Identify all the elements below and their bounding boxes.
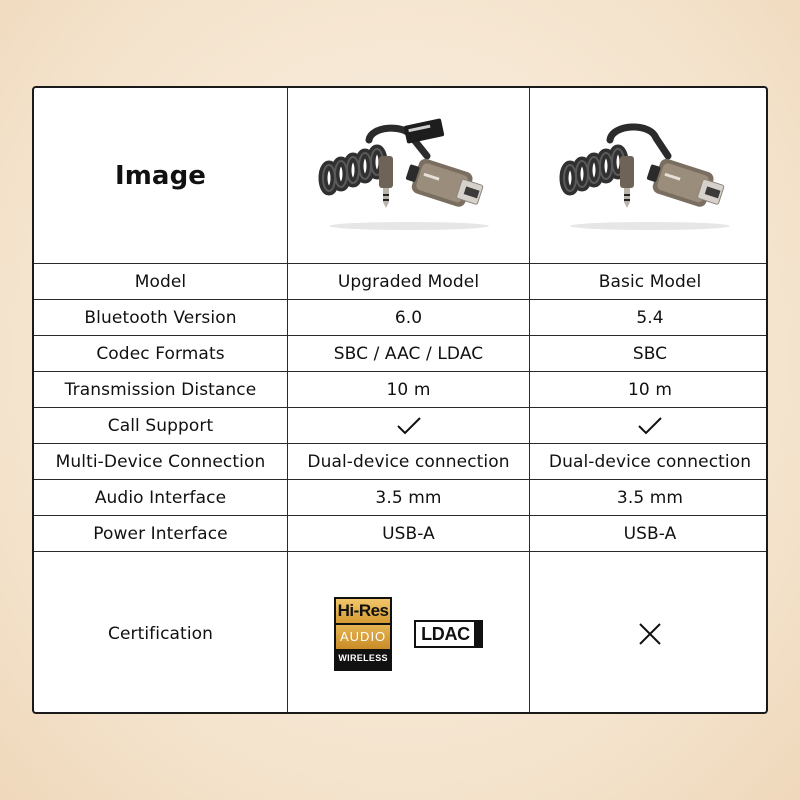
hires-audio-logo: [334, 597, 392, 671]
basic-power-interface: USB-A: [530, 516, 768, 552]
upgraded-audio-interface: 3.5 mm: [288, 480, 530, 516]
header-label-cell: [34, 88, 288, 264]
basic-model-value: Basic Model: [530, 264, 768, 300]
upgraded-multi-device-connection: Dual-device connection: [288, 444, 530, 480]
ldac-logo: [414, 620, 483, 648]
upgraded-power-interface: USB-A: [288, 516, 530, 552]
basic-call-support: [530, 408, 768, 444]
upgraded-codec-formats: SBC / AAC / LDAC: [288, 336, 530, 372]
row-label-power-interface: Power Interface: [34, 516, 288, 552]
cross-icon: [638, 622, 662, 646]
basic-bluetooth-version: 5.4: [530, 300, 768, 336]
basic-adapter-image: [550, 116, 750, 236]
upgraded-transmission-distance: 10 m: [288, 372, 530, 408]
row-label-bluetooth-version: Bluetooth Version: [34, 300, 288, 336]
row-label-codec-formats: Codec Formats: [34, 336, 288, 372]
ldac-logo-bar: [474, 622, 481, 646]
row-label-certification: Certification: [34, 552, 288, 714]
basic-certification: [530, 552, 768, 714]
hires-logo-line1: Hi-Res: [336, 599, 390, 623]
basic-multi-device-connection: Dual-device connection: [530, 444, 768, 480]
check-icon: [637, 416, 663, 436]
comparison-table: [32, 86, 768, 714]
upgraded-adapter-image: [309, 116, 509, 236]
row-label-model: Model: [34, 264, 288, 300]
row-label-call-support: Call Support: [34, 408, 288, 444]
basic-codec-formats: SBC: [530, 336, 768, 372]
basic-transmission-distance: 10 m: [530, 372, 768, 408]
row-label-audio-interface: Audio Interface: [34, 480, 288, 516]
row-label-transmission-distance: Transmission Distance: [34, 372, 288, 408]
basic-audio-interface: 3.5 mm: [530, 480, 768, 516]
hires-logo-line2: AUDIO: [336, 625, 390, 649]
upgraded-call-support: [288, 408, 530, 444]
header-label: Image: [114, 160, 207, 191]
hires-logo-line3: WIRELESS: [338, 653, 388, 663]
upgraded-bluetooth-version: 6.0: [288, 300, 530, 336]
upgraded-certification: [288, 552, 530, 714]
check-icon: [396, 416, 422, 436]
basic-image-cell: [530, 88, 768, 264]
row-label-multi-device-connection: Multi-Device Connection: [34, 444, 288, 480]
upgraded-model-value: Upgraded Model: [288, 264, 530, 300]
ldac-logo-text: LDAC: [421, 624, 470, 644]
upgraded-image-cell: [288, 88, 530, 264]
